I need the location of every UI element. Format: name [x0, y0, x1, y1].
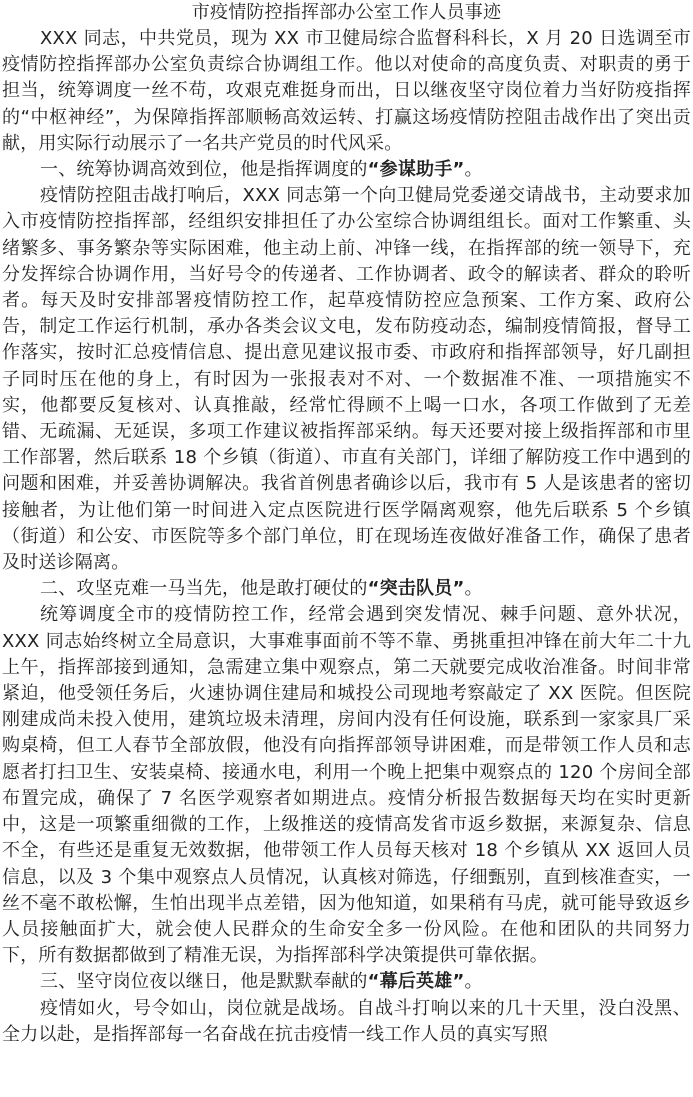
section-heading-3-suffix: 。 [464, 971, 483, 993]
section-heading-2-suffix: 。 [464, 578, 483, 600]
section-body-1: 疫情防控阻击战打响后，XXX 同志第一个向卫健局党委递交请战书，主动要求加入市疫情防控指挥部，经组织安排担任了办公室综合协调组组长。面对工作繁重、头绪繁多、事务繁杂等实际困难，他主动上前、冲锋一线，在指挥部的统一领导下，充分发挥综合协调作用，当好号令的传递者、工作协调者、政令的解读者、群众的聆听者。每天及时安排部署疫情防控工作，起草疫情防控应急预案、工作方案、政府公告，制定工作运行机制，承办各类会议文电，发布防疫动态，编制疫情简报，督导工作落实，按时汇总疫情信息、提出意见建议报市委、市政府和指挥部领导，好几副担子同时压在他的身上，有时因为一张报表对不对、一个数据准不准、一项措施实不实，他都要反复核对、认真推敲，经常忙得顾不上喝一口水，各项工作做到了无差错、无疏漏、无延误，多项工作建议被指挥部采纳。每天还要对接上级指挥部和市里工作部署，然后联系 18 个乡镇（街道）、市直有关部门，详细了解防疫工作中遇到的问题和困难，并妥善协调解决。我省首例患者确诊以后，我市有 5 人是该患者的密切接触者，为让他们第一时间进入定点医院进行医学隔离观察，他先后联系 5 个乡镇（街道）和公安、市医院等多个部门单位，盯在现场连夜做好准备工作，确保了患者及时送诊隔离。 [2, 185, 691, 574]
section-heading-2 [2, 576, 691, 602]
section-heading-2-prefix: 二、攻坚克难一马当先，他是敢打硬仗的 [40, 578, 368, 600]
section-heading-1-highlight: “参谋助手” [367, 159, 465, 181]
document-title: 市疫情防控指挥部办公室工作人员事迹 [191, 2, 502, 23]
intro-paragraph: XXX 同志，中共党员，现为 XX 市卫健局综合监督科科长，X 月 20 日选调至市疫情防控指挥部办公室负责综合协调组工作。他以对使命的高度负责、对职责的勇于担当，统筹调度一丝不苟，攻艰克难挺身而出，日以继夜坚守岗位着力当好防疫指挥的“中枢神经”，为保障指挥部顺畅高效运转、打赢这场疫情防控阻击战作出了突出贡献，用实际行动展示了一名共产党员的时代风采。 [2, 28, 691, 154]
section-heading-3 [2, 969, 691, 995]
section-heading-1-prefix: 一、统筹协调高效到位，他是指挥调度的 [40, 159, 368, 181]
section-body-3: 疫情如火，号令如山，岗位就是战场。自战斗打响以来的几十天里，没白没黑、全力以赴，是指挥部每一名奋战在抗击疫情一线工作人员的真实写照 [2, 997, 691, 1045]
section-body-2: 统筹调度全市的疫情防控工作，经常会遇到突发情况、棘手问题、意外状况，XXX 同志始终树立全局意识，大事难事面前不等不靠、勇挑重担冲锋在前大年二十九上午，指挥部接到通知，急需建立集中观察点，第二天就要完成收治准备。时间非常紧迫，他受领任务后，火速协调住建局和城投公司现地考察敲定了 XX 医院。但医院刚建成尚未投入使用，建筑垃圾未清理，房间内没有任何设施，联系到一家家具厂采购桌椅，但工人春节全部放假，他没有向指挥部领导讲困难，而是带领工作人员和志愿者打扫卫生、安装桌椅、接通水电，利用一个晚上把集中观察点的 120 个房间全部布置完成，确保了 7 名医学观察者如期进点。疫情分析报告数据每天均在实时更新中，这是一项繁重细微的工作，上级推送的疫情高发省市返乡数据，来源复杂、信息不全，有些还是重复无效数据，他带领工作人员每天核对 18 个乡镇从 XX 返回人员信息，以及 3 个集中观察点人员情况，认真核对筛选，仔细甄别，直到核准查实，一丝不毫不敢松懈，生怕出现半点差错，因为他知道，如果稍有马虎，就可能导致返乡人员接触面扩大，就会使人民群众的生命安全多一份风险。在他和团队的共同努力下，所有数据都做到了精准无误，为指挥部科学决策提供可靠依据。 [2, 604, 691, 967]
section-heading-3-prefix: 三、坚守岗位夜以继日，他是默默奉献的 [40, 971, 368, 993]
section-heading-1 [2, 157, 691, 183]
section-heading-2-highlight: “突击队员” [367, 578, 465, 600]
section-heading-1-suffix: 。 [464, 159, 483, 181]
section-heading-3-highlight: “幕后英雄” [367, 971, 465, 993]
